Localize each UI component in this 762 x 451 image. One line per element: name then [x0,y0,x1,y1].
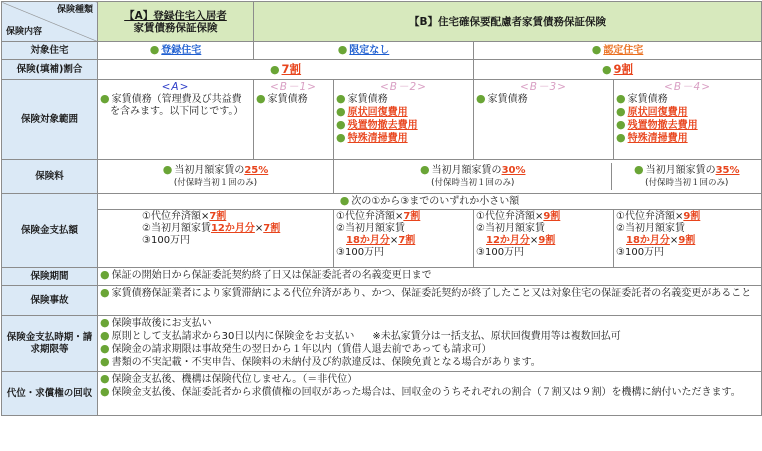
payout-b2-line1 [336,211,471,223]
payout-b3-l1-pre: ①代位弁済額× [476,211,544,222]
unlimited-link[interactable]: 限定なし [349,45,390,56]
payout-a-l2-mid: × [254,223,264,234]
corner-top-label: 保険種類 [56,5,93,15]
claim-line2: 原則として支払請求から30日以内に保険金をお支払い [111,331,355,342]
subrogation-item [100,386,759,399]
payout-b3-l2-val: 9割 [538,235,556,246]
bullet-icon: ● [336,105,346,118]
subrogation-line2: 保険金支払後、保証委託者から求償債権の回収があった場合は、回収金のうちそれぞれの割合（７割又は９割）を機構に納付いただきます。 [111,387,741,398]
premium-b-prefix: 当初月額家賃の [431,165,502,176]
premium-b-note: (付保時当初１回のみ) [431,178,515,188]
payout-b2-l1-pre: ①代位弁済額× [336,211,404,222]
target-b2-cell [474,42,762,60]
ratio-b-value: 9割 [613,61,634,76]
payout-a-l1-pre: ①代位弁済額× [142,211,210,222]
bullet-icon: ● [591,43,602,56]
payout-b2-l2-val: 7割 [398,235,416,246]
scope-b2-restoration: 原状回復費用 [347,107,408,118]
column-b-header: 【B】住宅確保要配慮者家賃債務保証保険 [254,2,762,42]
certified-housing-link[interactable]: 認定住宅 [603,45,644,56]
scope-b4-rent: 家賃債務 [627,94,668,105]
payout-b2-mid: × [389,235,399,246]
target-a-cell [98,42,254,60]
incident-row [2,286,762,316]
payout-header-cell [98,194,762,210]
premium-b-line [336,164,609,177]
bullet-icon: ● [100,286,110,299]
column-a-header [98,2,254,42]
subrogation-cell [98,372,762,416]
scope-a-item [100,93,251,118]
payout-b3-line3: ③100万円 [476,247,525,258]
ratio-a-cell [98,60,474,80]
bullet-icon: ● [601,62,612,76]
premium-b4-main [612,163,761,190]
scope-b2-item [336,93,471,106]
incident-label: 保険事故 [2,286,98,316]
period-label: 保険期間 [2,268,98,286]
payout-a-l2-val: 7割 [263,223,281,234]
payout-b4-mid: × [669,235,679,246]
period-text: 保証の開始日から保証委託契約終了日又は保証委託者の名義変更日まで [111,270,432,281]
scope-b2-rent: 家賃債務 [347,94,388,105]
scope-b4-item [616,106,759,119]
incident-text: 家賃債務保証業者により家賃滞納による代位弁済があり、かつ、保証委託契約が終了したこと又は対象住宅の保証委託者の名義変更があること [111,288,752,299]
premium-b-main [334,163,612,190]
scope-b1-text: 家賃債務 [267,94,308,105]
ratio-a-value: 7割 [281,61,302,76]
scope-b3-item [476,93,611,106]
scope-b2-item [336,119,471,132]
scope-b2-removal: 残置物撤去費用 [347,120,418,131]
payout-a-line3: ③100万円 [142,235,191,246]
scope-b2-item [336,106,471,119]
payout-b4-l1-val: 9割 [683,211,701,222]
payout-b4-cell [614,210,762,268]
payout-b3-months: 12か月分 [486,235,530,246]
payout-a-l2-months: 12か月分 [210,223,255,234]
bullet-icon: ● [100,372,110,385]
bullet-icon: ● [100,329,110,342]
bullet-icon: ● [616,118,626,131]
bullet-icon: ● [100,316,110,329]
premium-b-cell [334,160,762,194]
payout-b3-l1-val: 9割 [543,211,561,222]
bullet-icon: ● [269,62,280,76]
scope-b3-cell [474,80,614,160]
payout-b2-line2b [336,235,471,247]
premium-a-line [100,164,331,177]
payout-b4-line2b [616,235,759,247]
ratio-row [2,60,762,80]
payout-detail-row [2,210,762,268]
subrogation-line1: 保険金支払後、機構は保険代位しません。（＝非代位） [111,374,358,385]
scope-b4-cell [614,80,762,160]
registered-housing-link[interactable]: 登録住宅 [161,45,202,56]
scope-b2-item [336,132,471,145]
scope-b4-removal: 残置物撤去費用 [627,120,698,131]
bullet-icon: ● [616,131,626,144]
incident-item [100,287,759,300]
bullet-icon: ● [616,92,626,105]
claim-line4: 書類の不実記載・不実申告、保険料の未納付及び約款違反は、保険免責となる場合があります。 [111,357,541,368]
claim-cell [98,316,762,372]
payout-a-line1 [142,211,331,223]
scope-b4-subtitle: <B－4> [664,81,711,93]
bullet-icon: ● [100,268,110,281]
bullet-icon: ● [633,163,644,176]
column-a-title-line2: 家賃債務保証保険 [133,21,218,34]
column-a-title-line1: 【A】登録住宅入居者 [124,9,227,22]
payout-b4-line3: ③100万円 [616,247,665,258]
payout-b3-line2: ②当初月額家賃 [476,223,545,234]
payout-b3-cell [474,210,614,268]
premium-b4-prefix: 当初月額家賃の [645,165,716,176]
scope-b3-text: 家賃債務 [487,94,528,105]
ratio-label: 保険(填補)割合 [2,60,98,80]
premium-a-rate: 25% [244,165,269,176]
bullet-icon: ● [149,43,160,56]
target-b1-cell [254,42,474,60]
header-row [2,2,762,42]
premium-a-prefix: 当初月額家賃の [174,165,245,176]
scope-b2-cleaning: 特殊清掃費用 [347,133,408,144]
insurance-comparison-table [1,1,762,416]
scope-b2-subtitle: <B－2> [380,81,427,93]
payout-b2-months: 18か月分 [346,235,390,246]
scope-b1-subtitle: <B－1> [270,81,317,93]
payout-b4-l1-pre: ①代位弁済額× [616,211,684,222]
payout-b3-line2b [476,235,611,247]
payout-b4-l2-val: 9割 [678,235,696,246]
claim-item [100,356,759,369]
claim-item [100,343,759,356]
payout-a-cell [98,210,334,268]
bullet-icon: ● [100,385,110,398]
corner-header [2,2,98,42]
subrogation-row [2,372,762,416]
payout-a-line2 [142,223,331,235]
scope-b1-item [256,93,331,106]
subrogation-item [100,373,759,386]
bullet-icon: ● [100,355,110,368]
payout-b2-line2: ②当初月額家賃 [336,223,405,234]
payout-header-row [2,194,762,210]
payout-b4-line2: ②当初月額家賃 [616,223,685,234]
premium-b4-rate: 35% [715,165,740,176]
claim-item [100,317,759,330]
target-row [2,42,762,60]
payout-b3-mid: × [529,235,539,246]
scope-b1-cell [254,80,334,160]
scope-b4-cleaning: 特殊清掃費用 [627,133,688,144]
payout-b4-months: 18か月分 [626,235,670,246]
target-label: 対象住宅 [2,42,98,60]
bullet-icon: ● [100,342,110,355]
payout-a-l1-val: 7割 [209,211,227,222]
bullet-icon: ● [336,131,346,144]
bullet-icon: ● [419,163,430,176]
corner-bottom-label: 保険内容 [6,27,43,37]
premium-b4-line [614,164,759,177]
scope-a-subtitle: <A> [161,81,190,93]
payout-b2-cell [334,210,474,268]
bullet-icon: ● [616,105,626,118]
premium-a-note: (付保時当初１回のみ) [173,178,258,188]
bullet-icon: ● [337,43,348,56]
premium-b4-note: (付保時当初１回のみ) [645,178,729,188]
payout-b2-line3: ③100万円 [336,247,385,258]
payout-b4-line1 [616,211,759,223]
scope-b4-item [616,93,759,106]
period-cell [98,268,762,286]
bullet-icon: ● [162,163,173,176]
bullet-icon: ● [336,92,346,105]
payout-a-l2-pre: ②当初月額家賃 [142,223,211,234]
bullet-icon: ● [476,92,486,105]
scope-a-cell [98,80,254,160]
bullet-icon: ● [336,118,346,131]
bullet-icon: ● [100,92,110,105]
premium-label: 保険料 [2,160,98,194]
claim-label: 保険金支払時期・請求期限等 [2,316,98,372]
subrogation-label: 代位・求償権の回収 [2,372,98,416]
payout-b2-l1-val: 7割 [403,211,421,222]
period-row [2,268,762,286]
claim-line1: 保険事故後にお支払い [111,318,212,329]
bullet-icon: ● [256,92,266,105]
ratio-b-cell [474,60,762,80]
scope-b2-cell [334,80,474,160]
bullet-icon: ● [339,194,350,207]
premium-b-rate: 30% [501,165,526,176]
scope-label: 保険対象範囲 [2,80,98,160]
scope-b4-item [616,119,759,132]
incident-cell [98,286,762,316]
premium-a-cell [98,160,334,194]
claim-line3: 保険金の請求期限は事故発生の翌日から１年以内（賃借人退去前であっても請求可） [111,344,492,355]
scope-b4-restoration: 原状回復費用 [627,107,688,118]
premium-b-split [334,163,761,190]
scope-a-text: 家賃債務（管理費及び共益費を含みます。以下同じです。） [110,94,244,117]
scope-b3-subtitle: <B－3> [520,81,567,93]
claim-item [100,330,759,343]
premium-row [2,160,762,194]
claim-line2-note: ※未払家賃分は一括支払、原状回復費用等は複数回払可 [372,331,621,342]
scope-row [2,80,762,160]
payout-label: 保険金支払額 [2,194,98,268]
scope-b4-item [616,132,759,145]
claim-row [2,316,762,372]
payout-header-text: 次の①から③までのいずれか小さい額 [351,196,520,207]
payout-b3-line1 [476,211,611,223]
